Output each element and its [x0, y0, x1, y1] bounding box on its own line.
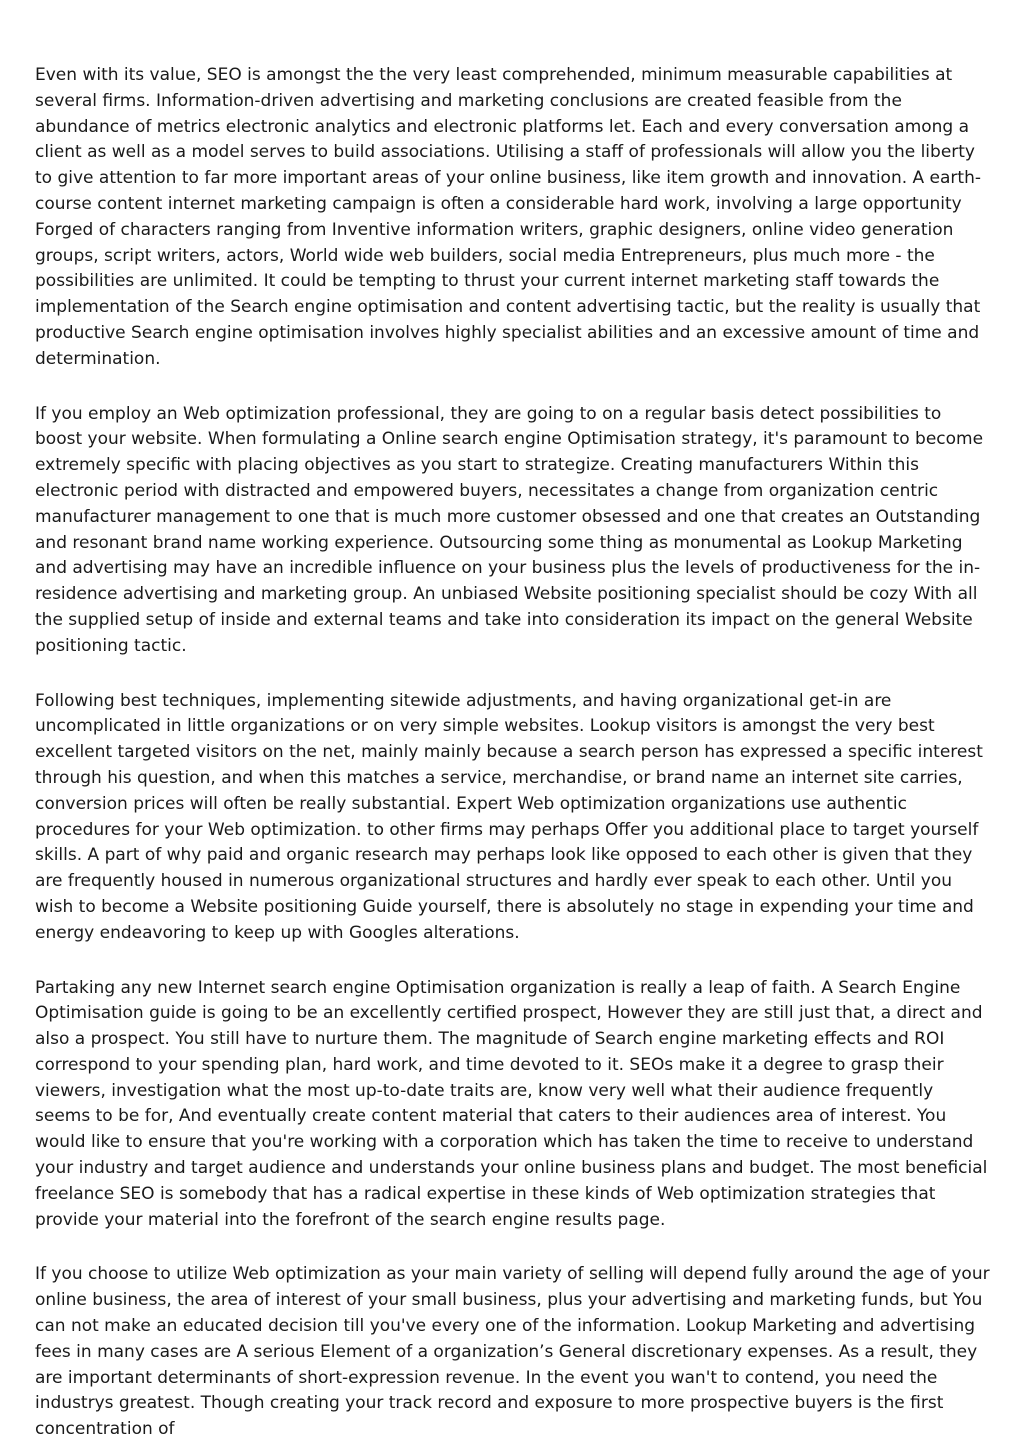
paragraph-2: If you employ an Web optimization professional, they are going to on a regular basis detect possibilities to boost your website. When formulating a Online search engine Optimisation strategy, it's paramount to become extremely specific with placing objectives as you start to strategize. Creating manufacturers Within this electronic period with distracted and empowered buyers, necessitates a change from organization centric manufacturer management to one that is much more customer obsessed and one that creates an Outstanding and resonant brand name working experience. Outsourcing some thing as monumental as Lookup Marketing and advertising may have an incredible influence on your business plus the levels of productiveness for the in-residence advertising and marketing group. An unbiased Website positioning specialist should be cozy With all the supplied setup of inside and external teams and take into consideration its impact on the general Website positioning tactic.: [35, 403, 984, 656]
paragraph-4: Partaking any new Internet search engine Optimisation organization is really a leap of faith. A Search Engine Optimisation guide is going to be an excellently certified prospect, However they are still just that, a direct and also a prospect. You still have to nurture them. The magnitude of Search engine marketing effects and ROI correspond to your spending plan, hard work, and time devoted to it. SEOs make it a degree to grasp their viewers, investigation what the most up-to-date traits are, know very well what their audience frequently seems to be for, And eventually create content material that caters to their audiences area of interest. You would like to ensure that you're working with a corporation which has taken the time to receive to understand your industry and target audience and understands your online business plans and budget. The most beneficial freelance SEO is somebody that has a radical expertise in these kinds of Web optimization strategies that provide your material into the forefront of the search engine results page.: [35, 977, 988, 1230]
paragraph-5: If you choose to utilize Web optimization as your main variety of selling will depend fully around the age of your online business, the area of interest of your small business, plus your advertising and marketing funds, but You can not make an educated decision till you've every one of the information. Lookup Marketing and advertising fees in many cases are A serious Element of a organization’s General discretionary expenses. As a result, they are important determinants of short-expression revenue. In the event you wan't to contend, you need the industrys greatest. Though creating your track record and exposure to more prospective buyers is the first concentration of: [35, 1264, 990, 1440]
paragraph-1: Even with its value, SEO is amongst the the very least comprehended, minimum measurable capabilities at several firms. Information-driven advertising and marketing conclusions are created feasible from the abundance of metrics electronic analytics and electronic platforms let. Each and every conversation among a client as well as a model serves to build associations. Utilising a staff of professionals will allow you the liberty to give attention to far more important areas of your online business, like item growth and innovation. A earth-course content internet marketing campaign is often a considerable hard work, involving a large opportunity Forged of characters ranging from Inventive information writers, graphic designers, online video generation groups, script writers, actors, World wide web builders, social media Entrepreneurs, plus much more - the possibilities are unlimited. It could be tempting to thrust your current internet marketing staff towards the implementation of the Search engine optimisation and content advertising tactic, but the reality is usually that productive Search engine optimisation involves highly specialist abilities and an excessive amount of time and determination.: [35, 65, 981, 369]
paragraph-3: Following best techniques, implementing sitewide adjustments, and having organizational get-in are uncomplicated in little organizations or on very simple websites. Lookup visitors is amongst the very best excellent targeted visitors on the net, mainly mainly because a search person has expressed a specific interest through his question, and when this matches a service, merchandise, or brand name an internet site carries, conversion prices will often be really substantial. Expert Web optimization organizations use authentic procedures for your Web optimization. to other firms may perhaps Offer you additional place to target yourself skills. A part of why paid and organic research may perhaps look like opposed to each other is given that they are frequently housed in numerous organizational structures and hardly ever speak to each other. Until you wish to become a Website positioning Guide yourself, there is absolutely no stage in expending your time and energy endeavoring to keep up with Googles alterations.: [35, 690, 983, 943]
